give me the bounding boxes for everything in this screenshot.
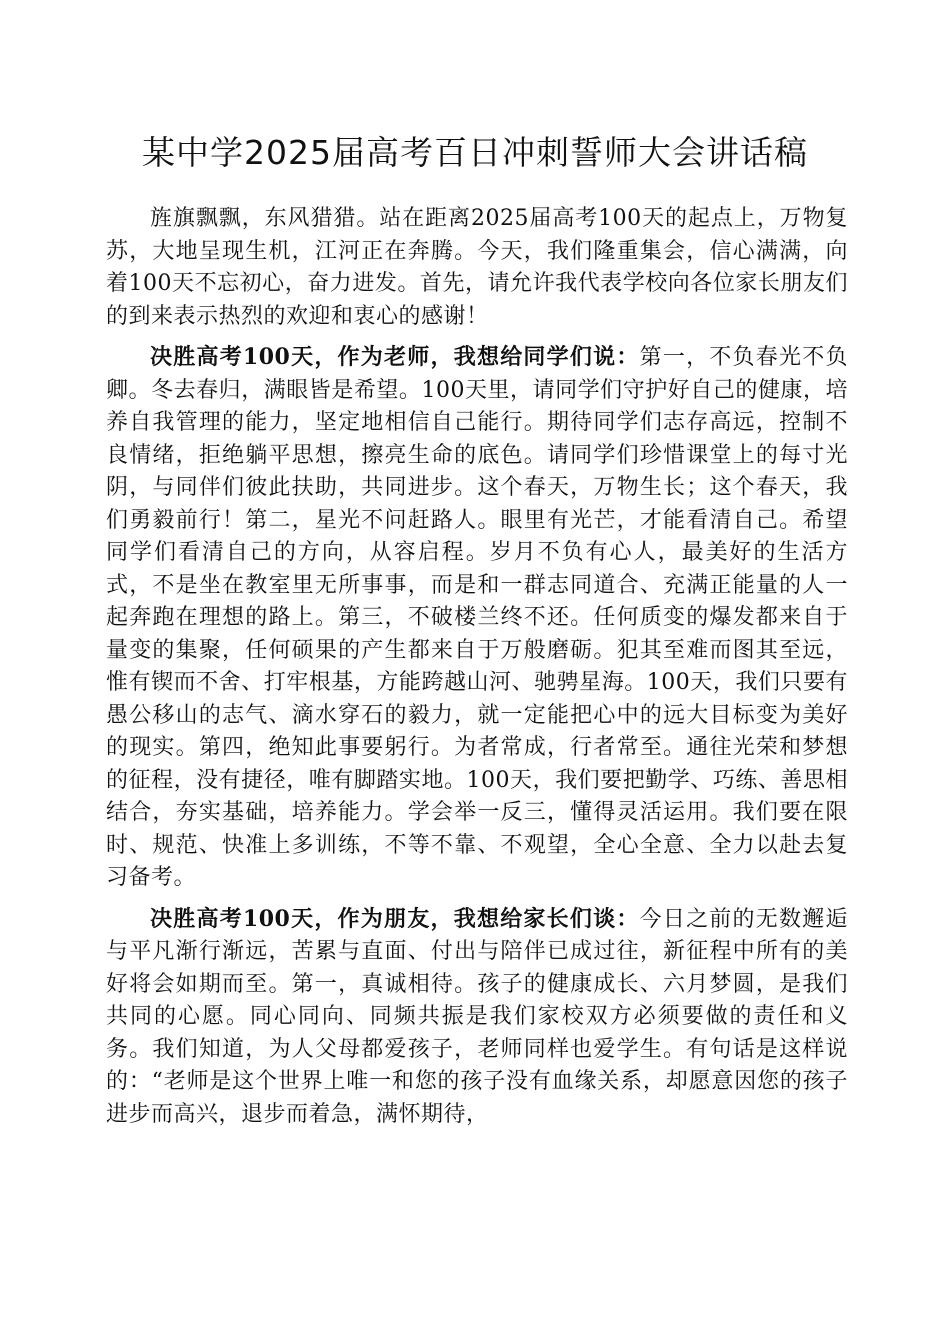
document-body [106,202,848,1139]
paragraph-text: 第一，不负春光不负卿。冬去春归，满眼皆是希望。100天里，请同学们守护好自己的健康，培养自我管理的能力，坚定地相信自己能行。期待同学们志存高远，控制不良情绪，拒绝躺平思想，擦亮生命的底色。请同学们珍惜课堂上的每寸光阴，与同伴们彼此扶助，共同进步。这个春天，万物生长；这个春天，我们勇毅前行！第二，星光不问赶路人。眼里有光芒，才能看清自己。希望同学们看清自己的方向，从容启程。岁月不负有心人，最美好的生活方式，不是坐在教室里无所事事，而是和一群志同道合、充满正能量的人一起奔跑在理想的路上。第三，不破楼兰终不还。任何质变的爆发都来自于量变的集聚，任何硕果的产生都来自于万般磨砺。犯其至难而图其至远，惟有锲而不舍、打牢根基，方能跨越山河、驰骋星海。100天，我们只要有愚公移山的志气、滴水穿石的毅力，就一定能把心中的远大目标变为美好的现实。第四，绝知此事要躬行。为者常成，行者常至。通往光荣和梦想的征程，没有捷径，唯有脚踏实地。100天，我们要把勤学、巧练、善思相结合，夯实基础，培养能力。学会举一反三，懂得灵活运用。我们要在限时、规范、快准上多训练，不等不靠、不观望，全心全意、全力以赴去复习备考。 [106,345,848,890]
paragraph-text: 今日之前的无数邂逅与平凡渐行渐远，苦累与直面、付出与陪伴已成过往，新征程中所有的美好将会如期而至。第一，真诚相待。孩子的健康成长、六月梦圆，是我们共同的心愿。同心同向、同频共振是我们家校双方必须要做的责任和义务。我们知道，为人父母都爱孩子，老师同样也爱学生。有句话是这样说的：“老师是这个世界上唯一和您的孩子没有血缘关系，却愿意因您的孩子进步而高兴，退步而着急，满怀期待， [106,906,848,1127]
paragraph-text: 旌旗飘飘，东风猎猎。站在距离2025届高考100天的起点上，万物复苏，大地呈现生机，江河正在奔腾。今天，我们隆重集会，信心满满，向着100天不忘初心，奋力进发。首先，请允许我代表学校向各位家长朋友们的到来表示热烈的欢迎和衷心的感谢！ [106,206,848,329]
paragraph-lead: 决胜高考100天，作为老师，我想给同学们说： [150,344,640,370]
paragraph-to-students [106,341,848,895]
page-title: 某中学2025届高考百日冲刺誓师大会讲话稿 [142,133,808,172]
paragraph-lead: 决胜高考100天，作为朋友，我想给家长们谈： [150,905,640,932]
paragraph-intro [106,202,848,333]
paragraph-to-parents [106,903,848,1132]
